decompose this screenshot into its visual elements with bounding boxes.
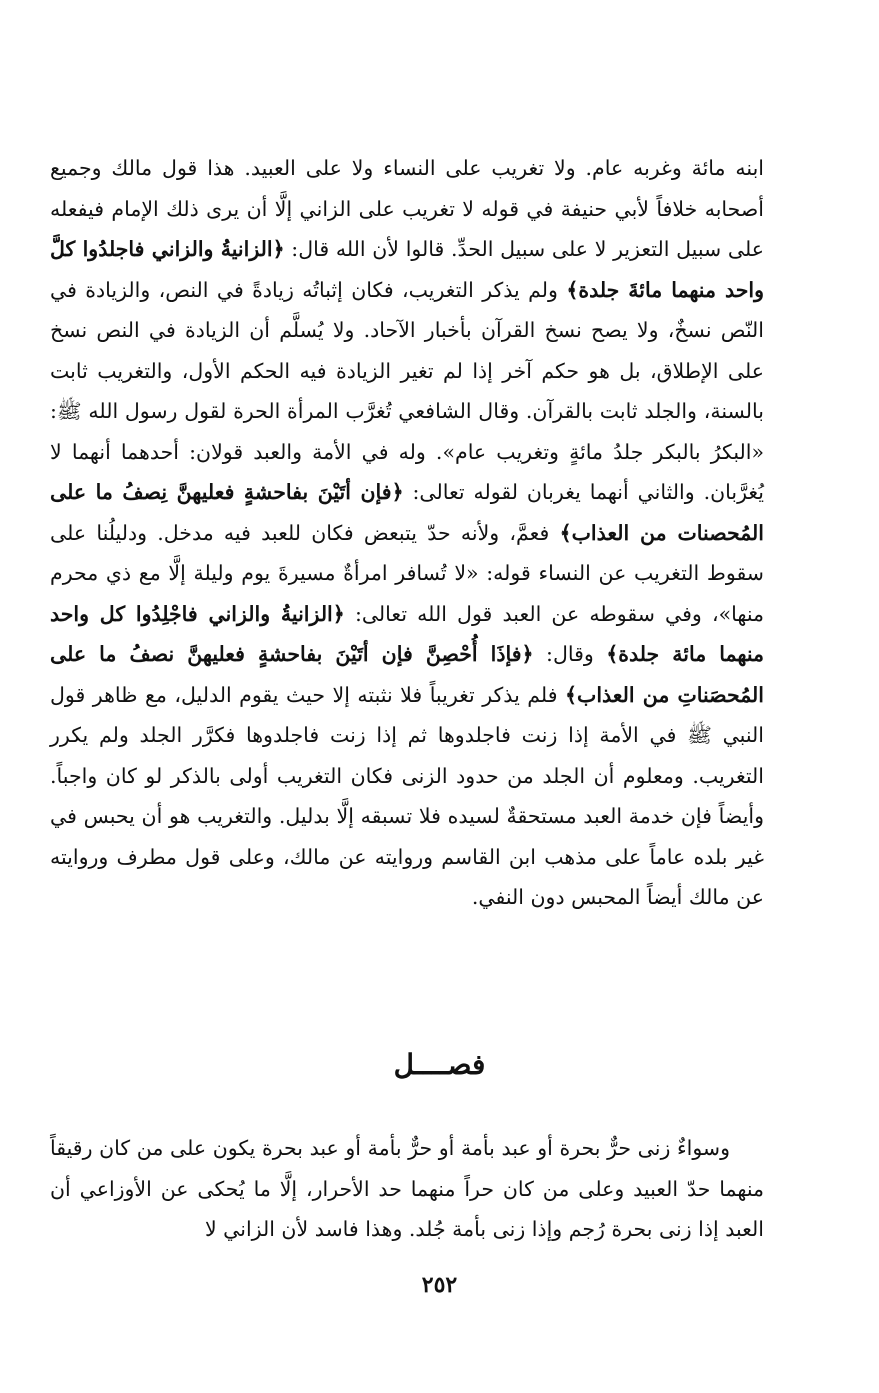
text-run: . وهذا فاسد لأن الزاني لا [204,1217,416,1241]
text-run: فعمَّ، ولأنه حدّ يتبعض فكان للعبد فيه مدخل. ودليلُنا على سقوط التغريب عن النساء قوله: «لا تُسافر امرأةٌ مسيرةَ يوم وليلة إلَّا مع ذي محرم منها»، وفي سقوطه عن العبد قول الله تعالى: [50,520,764,626]
quran-quote: ﴿فإن أتَيْنَ بفاحشةٍ فعليهنَّ نِصفُ ما على المُحصنات من العذاب﴾ [50,480,764,545]
section-text-block [50,1128,764,1250]
text-run: ولم يذكر التغريب، فكان إثباتُه زيادةً في النص، والزيادة في النّص نسخٌ، ولا يصح نسخ القرآن بأخبار الآحاد. ولا يُسلَّم أن الزيادة في النص نسخ على الإطلاق، بل هو حكم آخر إذا لم تغير الزيادة فيه الحكم الأول، والتغريب ثابت بالسنة، والجلد ثابت بالقرآن. وقال الشافعي تُغرَّب المرأة الحرة لقول رسول الله ﷺ: «البكرُ بالبكر جلدُ مائةٍ وتغريب عام». وله في الأمة والعبد قولان: أحدهما أنهما لا يُغرَّبان. والثاني أنهما يغربان لقوله تعالى: [50,277,765,504]
paragraph [50,148,764,918]
quran-quote: ﴿الزانيةُ والزاني فاجلدُوا كلَّ واحد منهما مائةَ جلدة﴾ [50,237,764,302]
text-run: وسواءٌ زنى حرٌّ بحرة أو عبد بأمة أو حرٌّ بأمة أو عبد بحرة يكون على من كان رقيقاً منهما حدّ العبيد وعلى من كان حراً منهما حد الأحرار، إلَّا ما يُحكى عن الأوزاعي أن العبد إذا زنى بحرة رُجم وإذا زنى بأمة جُلد [50,1136,764,1241]
text-run: وقال: [533,642,607,666]
quran-quote: ﴿الزانيةُ والزاني فاجْلِدُوا كل واحد منهما مائة جلدة﴾ [50,601,765,666]
page-number: ٢٥٢ [421,1272,458,1298]
main-text-block [50,148,764,918]
paragraph [50,1128,764,1250]
text-run: ابنه مائة وغربه عام. ولا تغريب على النساء ولا على العبيد. هذا قول مالك وجميع أصحابه خلافاً لأبي حنيفة في قوله لا تغريب على الزاني إلَّا أن يرى ذلك الإمام فيفعله على سبيل التعزير لا على سبيل الحدِّ. قالوا لأن الله قال: [50,156,764,261]
quran-quote: ﴿فإذَا أُحْصِنَّ فإن أتَيْنَ بفاحشةٍ فعليهنَّ نصفُ ما على المُحصَناتِ من العذاب﴾ [50,642,764,707]
section-heading: فصــــل [393,1048,486,1081]
text-run: فلم يذكر تغريباً فلا نثبته إلا حيث يقوم الدليل، مع ظاهر قول النبي ﷺ في الأمة إذا زنت فاجلدوها ثم إذا زنت فاجلدوها فكرَّر الجلد ولم يكرر التغريب. ومعلوم أن الجلد من حدود الزنى فكان التغريب أولى بالذكر لو كان واجباً. وأيضاً فإن خدمة العبد مستحقةٌ لسيده فلا تسبقه إلَّا بدليل. والتغريب هو أن يحبس في غير بلده عاماً على مذهب ابن القاسم وروايته عن مالك، وعلى قول مطرف وروايته عن مالك أيضاً المحبس دون النفي. [50,682,764,909]
